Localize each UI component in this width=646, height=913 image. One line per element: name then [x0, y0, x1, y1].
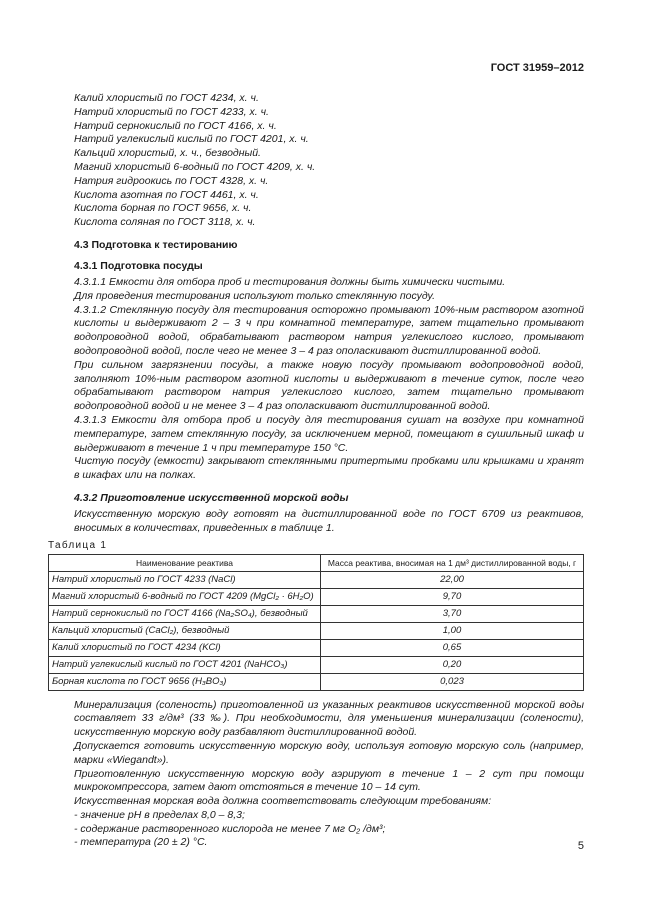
table-row [49, 605, 584, 622]
list-item: Натрий углекислый кислый по ГОСТ 4201, х. ч. [74, 133, 309, 146]
table-caption: Таблица 1 [48, 539, 108, 551]
paragraph: Искусственная морская вода должна соответствовать следующим требованиям: [74, 795, 492, 808]
table-cell-value: 0,023 [321, 673, 584, 690]
paragraph: 4.3.1.1 Емкости для отбора проб и тестирования должны быть химически чистыми. [74, 275, 506, 288]
list-item: Кислота азотная по ГОСТ 4461, х. ч. [74, 188, 259, 201]
requirement-item: - содержание растворенного кислорода не менее 7 мг O₂ /дм³; [74, 822, 386, 835]
table-cell-value: 0,20 [321, 656, 584, 673]
table-cell-value: 3,70 [321, 605, 584, 622]
list-item: Кислота соляная по ГОСТ 3118, х. ч. [74, 216, 256, 229]
table-cell-name: Кальций хлористый (CaCl₂), безводный [49, 622, 321, 639]
table-row [49, 588, 584, 605]
table-row [49, 622, 584, 639]
section-heading-4-3-1: 4.3.1 Подготовка посуды [74, 259, 203, 272]
paragraph: Допускается готовить искусственную морскую воду, используя готовую морскую соль (например, марки «Wiegandt»). [74, 739, 584, 766]
page-number: 5 [577, 840, 584, 852]
section-heading-4-3: 4.3 Подготовка к тестированию [74, 238, 238, 251]
list-item: Кальций хлористый, х. ч., безводный. [74, 147, 261, 160]
paragraph: Искусственную морскую воду готовят на дистиллированной воде по ГОСТ 6709 из реактивов, вносимых в количествах, приведенных в таблице 1. [74, 507, 584, 534]
table-row [49, 656, 584, 673]
table-cell-name: Борная кислота по ГОСТ 9656 (H₃BO₃) [49, 673, 321, 690]
paragraph: Приготовленную искусственную морскую воду аэрируют в течение 1 – 2 сут при помощи микрокомпрессора, затем дают отстояться в течение 10 – 14 сут. [74, 767, 584, 794]
paragraph: Минерализация (соленость) приготовленной из указанных реактивов искусственной морской воды составляет 33 г/дм³ (33 ‰). При необходимости, для уменьшения минерализации (солености), искусственную морскую воду разбавляют дистиллированной водой. [74, 698, 584, 739]
table-row [49, 571, 584, 588]
paragraph: Для проведения тестирования используют только стеклянную посуду. [74, 289, 436, 302]
table-cell-value: 0,65 [321, 639, 584, 656]
table-header-mass: Масса реактива, вносимая на 1 дм³ дистиллированной воды, г [321, 554, 584, 571]
list-item: Натрия гидроокись по ГОСТ 4328, х. ч. [74, 174, 269, 187]
requirement-item: - значение рН в пределах 8,0 – 8,3; [74, 808, 245, 821]
list-item: Калий хлористый по ГОСТ 4234, х. ч. [74, 92, 259, 104]
table-cell-name: Магний хлористый 6-водный по ГОСТ 4209 (MgCl₂ · 6H₂O) [49, 588, 321, 605]
table-cell-name: Натрий углекислый кислый по ГОСТ 4201 (NaHCO₃) [49, 656, 321, 673]
table-cell-value: 22,00 [321, 571, 584, 588]
section-heading-4-3-2: 4.3.2 Приготовление искусственной морской воды [74, 491, 349, 504]
list-item: Натрий сернокислый по ГОСТ 4166, х. ч. [74, 119, 277, 132]
table-header-row [49, 554, 584, 571]
table-row [49, 639, 584, 656]
table-header-name: Наименование реактива [49, 554, 321, 571]
document-id: ГОСТ 31959–2012 [490, 62, 584, 74]
reagents-list [74, 92, 584, 230]
paragraph: 4.3.1.2 Стеклянную посуду для тестирования осторожно промывают 10%-ным раствором азотной кислоты и выдерживают 2 – 3 ч при комнатной температуре, затем тщательно промывают водопроводной водой, обрабатывают раствором натрия углекислого кислого, промывают водопроводной водой, после чего не менее 3 – 4 раз ополаскивают дистиллированной водой. [74, 303, 584, 357]
list-item: Натрий хлористый по ГОСТ 4233, х. ч. [74, 105, 269, 118]
table-cell-value: 9,70 [321, 588, 584, 605]
table-cell-name: Натрий хлористый по ГОСТ 4233 (NaCl) [49, 571, 321, 588]
table-cell-name: Калий хлористый по ГОСТ 4234 (KCl) [49, 639, 321, 656]
paragraph: 4.3.1.3 Емкости для отбора проб и посуду для тестирования сушат на воздухе при комнатной температуре, затем стеклянную посуду, за исключением мерной, помещают в сушильный шкаф и выдерживают в течение 1 ч при температуре 150 °С. [74, 413, 584, 454]
table-cell-value: 1,00 [321, 622, 584, 639]
paragraph: При сильном загрязнении посуды, а также новую посуду промывают водопроводной водой, заполняют 10%-ным раствором азотной кислоты и выдерживают в течение суток, после чего обрабатывают раствором натрия углекислого кислого, затем тщательно промывают водопроводной водой и не менее 3 – 4 раз ополаскивают дистиллированной водой. [74, 358, 584, 413]
reagents-table [48, 554, 584, 691]
table-row [49, 673, 584, 690]
list-item: Кислота борная по ГОСТ 9656, х. ч. [74, 202, 252, 215]
page-content [48, 92, 584, 850]
list-item: Магний хлористый 6-водный по ГОСТ 4209, х. ч. [74, 160, 316, 173]
table-cell-name: Натрий сернокислый по ГОСТ 4166 (Na₂SO₄), безводный [49, 605, 321, 622]
requirement-item: - температура (20 ± 2) °С. [74, 836, 208, 849]
paragraph: Чистую посуду (емкости) закрывают стеклянными притертыми пробками или крышками и хранят в шкафах или на полках. [74, 455, 584, 482]
